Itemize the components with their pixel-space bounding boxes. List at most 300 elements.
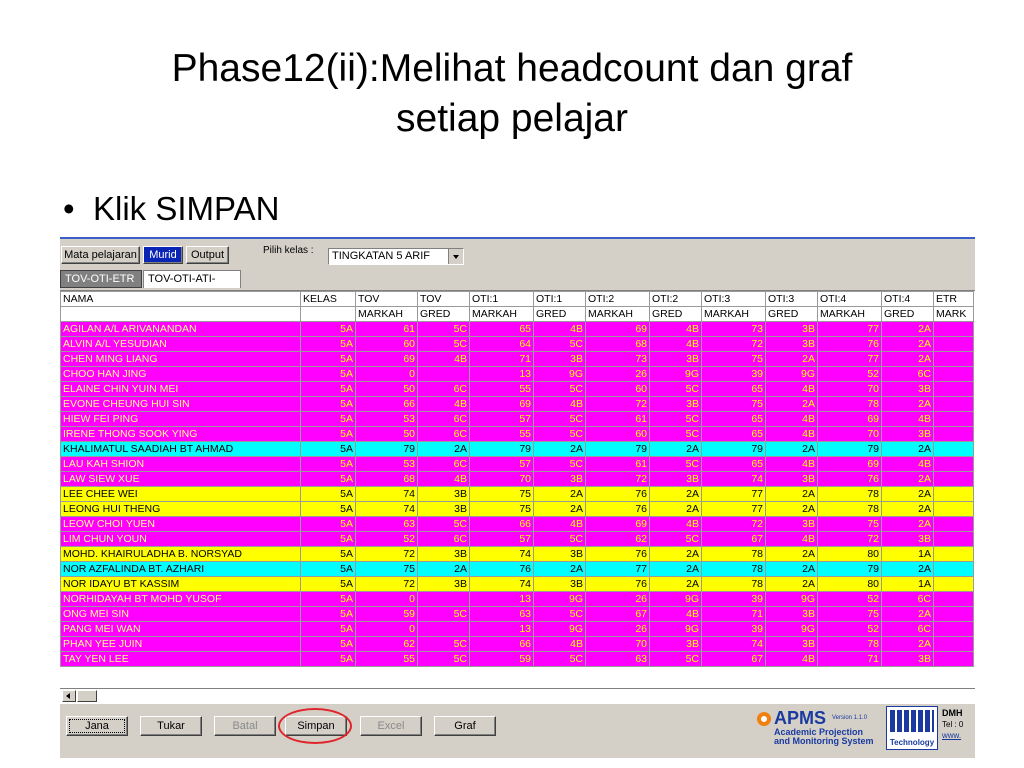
- table-row[interactable]: [61, 442, 974, 457]
- table-cell[interactable]: 76: [470, 562, 534, 577]
- table-row[interactable]: [61, 472, 974, 487]
- table-cell[interactable]: 5A: [301, 532, 356, 547]
- table-cell[interactable]: 3B: [766, 517, 818, 532]
- table-cell[interactable]: 6C: [882, 592, 934, 607]
- table-cell[interactable]: 73: [702, 322, 766, 337]
- table-cell[interactable]: 4B: [534, 397, 586, 412]
- table-cell[interactable]: 72: [702, 337, 766, 352]
- student-name-cell[interactable]: LAU KAH SHION: [61, 457, 301, 472]
- student-name-cell[interactable]: EVONE CHEUNG HUI SIN: [61, 397, 301, 412]
- column-header[interactable]: MARK: [934, 307, 974, 322]
- table-cell[interactable]: [934, 652, 974, 667]
- table-row[interactable]: [61, 427, 974, 442]
- data-grid[interactable]: [60, 290, 975, 689]
- table-cell[interactable]: 69: [818, 412, 882, 427]
- table-cell[interactable]: 61: [356, 322, 418, 337]
- table-row[interactable]: [61, 487, 974, 502]
- table-cell[interactable]: 80: [818, 577, 882, 592]
- table-cell[interactable]: [934, 562, 974, 577]
- table-cell[interactable]: 9G: [650, 622, 702, 637]
- table-cell[interactable]: 3B: [650, 352, 702, 367]
- table-cell[interactable]: 63: [356, 517, 418, 532]
- output-button[interactable]: Output: [186, 246, 229, 264]
- table-cell[interactable]: 78: [702, 547, 766, 562]
- table-cell[interactable]: [934, 322, 974, 337]
- column-header[interactable]: GRED: [882, 307, 934, 322]
- table-cell[interactable]: 2A: [766, 352, 818, 367]
- table-cell[interactable]: 3B: [650, 637, 702, 652]
- table-cell[interactable]: 2A: [650, 442, 702, 457]
- table-row[interactable]: [61, 412, 974, 427]
- column-header[interactable]: MARKAH: [702, 307, 766, 322]
- table-row[interactable]: [61, 352, 974, 367]
- table-cell[interactable]: [934, 637, 974, 652]
- table-cell[interactable]: 2A: [418, 562, 470, 577]
- table-cell[interactable]: 78: [702, 562, 766, 577]
- table-cell[interactable]: 5A: [301, 397, 356, 412]
- table-cell[interactable]: 67: [702, 652, 766, 667]
- table-cell[interactable]: 60: [586, 382, 650, 397]
- table-cell[interactable]: 3B: [418, 577, 470, 592]
- table-cell[interactable]: 2A: [882, 352, 934, 367]
- table-cell[interactable]: 60: [356, 337, 418, 352]
- table-cell[interactable]: [418, 592, 470, 607]
- table-cell[interactable]: 60: [586, 427, 650, 442]
- table-cell[interactable]: 9G: [534, 367, 586, 382]
- table-cell[interactable]: 2A: [882, 502, 934, 517]
- column-header[interactable]: [61, 307, 301, 322]
- table-row[interactable]: [61, 397, 974, 412]
- table-cell[interactable]: [934, 577, 974, 592]
- table-cell[interactable]: 72: [356, 577, 418, 592]
- table-cell[interactable]: 75: [356, 562, 418, 577]
- student-name-cell[interactable]: LEE CHEE WEI: [61, 487, 301, 502]
- table-cell[interactable]: 65: [702, 412, 766, 427]
- table-cell[interactable]: 79: [702, 442, 766, 457]
- table-cell[interactable]: 5C: [534, 532, 586, 547]
- horizontal-scrollbar[interactable]: [60, 688, 975, 703]
- student-name-cell[interactable]: IRENE THONG SOOK YING: [61, 427, 301, 442]
- table-cell[interactable]: 0: [356, 367, 418, 382]
- table-cell[interactable]: 5C: [650, 427, 702, 442]
- table-cell[interactable]: 2A: [882, 337, 934, 352]
- table-cell[interactable]: 55: [470, 427, 534, 442]
- column-header[interactable]: OTI:4: [882, 292, 934, 307]
- column-header[interactable]: TOV: [356, 292, 418, 307]
- table-cell[interactable]: 3B: [534, 547, 586, 562]
- table-cell[interactable]: 69: [586, 322, 650, 337]
- table-cell[interactable]: 39: [702, 367, 766, 382]
- table-row[interactable]: [61, 322, 974, 337]
- table-cell[interactable]: 6C: [418, 412, 470, 427]
- table-cell[interactable]: 57: [470, 412, 534, 427]
- table-cell[interactable]: 2A: [650, 547, 702, 562]
- table-cell[interactable]: 71: [470, 352, 534, 367]
- column-header[interactable]: OTI:3: [702, 292, 766, 307]
- tab-tov-oti-etr[interactable]: TOV-OTI-ETR: [60, 270, 142, 288]
- table-cell[interactable]: 2A: [882, 637, 934, 652]
- student-name-cell[interactable]: NOR IDAYU BT KASSIM: [61, 577, 301, 592]
- table-cell[interactable]: [934, 472, 974, 487]
- table-cell[interactable]: 74: [356, 502, 418, 517]
- column-header[interactable]: GRED: [418, 307, 470, 322]
- table-cell[interactable]: 65: [702, 457, 766, 472]
- table-cell[interactable]: 3B: [766, 322, 818, 337]
- table-cell[interactable]: 79: [818, 562, 882, 577]
- table-cell[interactable]: 72: [586, 397, 650, 412]
- table-cell[interactable]: [934, 517, 974, 532]
- table-cell[interactable]: 55: [356, 652, 418, 667]
- table-cell[interactable]: [418, 367, 470, 382]
- table-cell[interactable]: 76: [586, 547, 650, 562]
- table-cell[interactable]: 76: [818, 472, 882, 487]
- table-cell[interactable]: 3B: [418, 502, 470, 517]
- table-row[interactable]: [61, 577, 974, 592]
- table-cell[interactable]: 69: [818, 457, 882, 472]
- student-name-cell[interactable]: LEOW CHOI YUEN: [61, 517, 301, 532]
- table-cell[interactable]: 65: [702, 427, 766, 442]
- table-cell[interactable]: 5A: [301, 622, 356, 637]
- table-cell[interactable]: [934, 532, 974, 547]
- table-cell[interactable]: 2A: [766, 442, 818, 457]
- table-cell[interactable]: [934, 412, 974, 427]
- table-cell[interactable]: 78: [818, 502, 882, 517]
- table-cell[interactable]: 52: [818, 592, 882, 607]
- table-cell[interactable]: 2A: [534, 442, 586, 457]
- student-name-cell[interactable]: PANG MEI WAN: [61, 622, 301, 637]
- table-cell[interactable]: 69: [586, 517, 650, 532]
- column-header[interactable]: MARKAH: [470, 307, 534, 322]
- table-cell[interactable]: 1A: [882, 577, 934, 592]
- table-cell[interactable]: 5C: [418, 322, 470, 337]
- table-cell[interactable]: 5C: [418, 652, 470, 667]
- table-cell[interactable]: 2A: [882, 397, 934, 412]
- table-cell[interactable]: 0: [356, 622, 418, 637]
- student-name-cell[interactable]: AGILAN A/L ARIVANANDAN: [61, 322, 301, 337]
- table-cell[interactable]: [934, 457, 974, 472]
- table-cell[interactable]: 5C: [650, 532, 702, 547]
- table-cell[interactable]: 6C: [418, 457, 470, 472]
- table-cell[interactable]: 77: [818, 352, 882, 367]
- scroll-left-icon[interactable]: [62, 690, 76, 702]
- table-cell[interactable]: 2A: [882, 562, 934, 577]
- table-cell[interactable]: 2A: [882, 322, 934, 337]
- table-cell[interactable]: 72: [356, 547, 418, 562]
- student-name-cell[interactable]: NORHIDAYAH BT MOHD YUSOF: [61, 592, 301, 607]
- table-cell[interactable]: 75: [818, 517, 882, 532]
- table-cell[interactable]: 5A: [301, 607, 356, 622]
- table-cell[interactable]: 2A: [882, 442, 934, 457]
- table-cell[interactable]: 57: [470, 457, 534, 472]
- student-name-cell[interactable]: ALVIN A/L YESUDIAN: [61, 337, 301, 352]
- table-cell[interactable]: 3B: [534, 472, 586, 487]
- table-cell[interactable]: 3B: [766, 637, 818, 652]
- table-cell[interactable]: 77: [702, 487, 766, 502]
- table-cell[interactable]: 4B: [534, 322, 586, 337]
- table-cell[interactable]: [934, 442, 974, 457]
- table-cell[interactable]: 5A: [301, 547, 356, 562]
- table-cell[interactable]: 3B: [882, 652, 934, 667]
- table-cell[interactable]: 79: [818, 442, 882, 457]
- table-cell[interactable]: 4B: [650, 322, 702, 337]
- table-cell[interactable]: 4B: [882, 412, 934, 427]
- simpan-button[interactable]: Simpan: [285, 716, 347, 736]
- column-header[interactable]: MARKAH: [356, 307, 418, 322]
- table-row[interactable]: [61, 502, 974, 517]
- table-cell[interactable]: 78: [818, 637, 882, 652]
- column-header[interactable]: OTI:4: [818, 292, 882, 307]
- table-cell[interactable]: 68: [356, 472, 418, 487]
- table-cell[interactable]: 63: [586, 652, 650, 667]
- tab-tov-oti-ati-etr[interactable]: TOV-OTI-ATI-: [143, 270, 241, 288]
- table-cell[interactable]: 4B: [418, 472, 470, 487]
- table-cell[interactable]: 69: [470, 397, 534, 412]
- student-name-cell[interactable]: ONG MEI SIN: [61, 607, 301, 622]
- table-cell[interactable]: 73: [586, 352, 650, 367]
- table-cell[interactable]: 4B: [882, 457, 934, 472]
- table-cell[interactable]: 5A: [301, 502, 356, 517]
- table-cell[interactable]: 2A: [534, 502, 586, 517]
- table-cell[interactable]: 4B: [650, 607, 702, 622]
- column-header[interactable]: TOV: [418, 292, 470, 307]
- table-cell[interactable]: 6C: [418, 382, 470, 397]
- table-cell[interactable]: 68: [586, 337, 650, 352]
- table-cell[interactable]: 4B: [418, 397, 470, 412]
- table-cell[interactable]: [934, 352, 974, 367]
- table-cell[interactable]: 5A: [301, 457, 356, 472]
- table-cell[interactable]: 5C: [418, 607, 470, 622]
- table-cell[interactable]: 59: [356, 607, 418, 622]
- table-cell[interactable]: 70: [818, 382, 882, 397]
- table-cell[interactable]: 4B: [418, 352, 470, 367]
- table-cell[interactable]: 64: [470, 337, 534, 352]
- column-header[interactable]: GRED: [534, 307, 586, 322]
- table-cell[interactable]: 5A: [301, 322, 356, 337]
- table-cell[interactable]: 74: [702, 637, 766, 652]
- table-cell[interactable]: 2A: [650, 502, 702, 517]
- table-cell[interactable]: 5C: [534, 457, 586, 472]
- table-cell[interactable]: [934, 337, 974, 352]
- table-cell[interactable]: 2A: [650, 487, 702, 502]
- table-cell[interactable]: 79: [356, 442, 418, 457]
- table-cell[interactable]: 6C: [418, 427, 470, 442]
- table-cell[interactable]: 72: [702, 517, 766, 532]
- table-cell[interactable]: 67: [702, 532, 766, 547]
- table-cell[interactable]: 5A: [301, 352, 356, 367]
- table-cell[interactable]: 2A: [882, 472, 934, 487]
- table-cell[interactable]: 3B: [418, 487, 470, 502]
- table-cell[interactable]: 5A: [301, 517, 356, 532]
- student-name-cell[interactable]: LIM CHUN YOUN: [61, 532, 301, 547]
- table-row[interactable]: [61, 622, 974, 637]
- student-name-cell[interactable]: HIEW FEI PING: [61, 412, 301, 427]
- table-cell[interactable]: 5C: [534, 337, 586, 352]
- table-cell[interactable]: 61: [586, 412, 650, 427]
- table-cell[interactable]: 5A: [301, 562, 356, 577]
- table-row[interactable]: [61, 637, 974, 652]
- table-cell[interactable]: 5C: [418, 517, 470, 532]
- table-cell[interactable]: 75: [702, 352, 766, 367]
- table-cell[interactable]: 4B: [766, 532, 818, 547]
- table-cell[interactable]: [934, 607, 974, 622]
- table-cell[interactable]: 70: [470, 472, 534, 487]
- student-name-cell[interactable]: TAY YEN LEE: [61, 652, 301, 667]
- table-cell[interactable]: 5C: [650, 382, 702, 397]
- table-cell[interactable]: 80: [818, 547, 882, 562]
- table-cell[interactable]: [934, 367, 974, 382]
- table-cell[interactable]: 2A: [766, 487, 818, 502]
- table-cell[interactable]: 2A: [650, 562, 702, 577]
- table-cell[interactable]: 5C: [534, 652, 586, 667]
- table-cell[interactable]: 5A: [301, 442, 356, 457]
- table-cell[interactable]: 75: [702, 397, 766, 412]
- table-cell[interactable]: 9G: [766, 592, 818, 607]
- table-cell[interactable]: 71: [702, 607, 766, 622]
- table-cell[interactable]: 74: [470, 547, 534, 562]
- column-header[interactable]: GRED: [650, 307, 702, 322]
- table-cell[interactable]: 63: [470, 607, 534, 622]
- column-header[interactable]: OTI:3: [766, 292, 818, 307]
- table-cell[interactable]: 3B: [534, 352, 586, 367]
- student-name-cell[interactable]: CHOO HAN JING: [61, 367, 301, 382]
- table-cell[interactable]: 2A: [882, 517, 934, 532]
- table-cell[interactable]: 2A: [882, 487, 934, 502]
- column-header[interactable]: OTI:1: [470, 292, 534, 307]
- table-cell[interactable]: 72: [818, 532, 882, 547]
- table-cell[interactable]: 5C: [534, 412, 586, 427]
- table-cell[interactable]: 4B: [534, 517, 586, 532]
- table-cell[interactable]: 65: [470, 322, 534, 337]
- table-cell[interactable]: 66: [356, 397, 418, 412]
- table-cell[interactable]: 75: [470, 487, 534, 502]
- table-row[interactable]: [61, 592, 974, 607]
- table-cell[interactable]: 2A: [766, 547, 818, 562]
- table-cell[interactable]: 4B: [766, 382, 818, 397]
- table-cell[interactable]: 5A: [301, 382, 356, 397]
- table-cell[interactable]: [934, 397, 974, 412]
- table-cell[interactable]: 5A: [301, 637, 356, 652]
- table-cell[interactable]: 9G: [650, 367, 702, 382]
- table-cell[interactable]: 4B: [766, 412, 818, 427]
- table-cell[interactable]: 2A: [650, 577, 702, 592]
- table-cell[interactable]: 77: [702, 502, 766, 517]
- table-cell[interactable]: 5C: [534, 427, 586, 442]
- table-cell[interactable]: 75: [818, 607, 882, 622]
- table-cell[interactable]: 3B: [766, 607, 818, 622]
- table-cell[interactable]: 59: [470, 652, 534, 667]
- student-name-cell[interactable]: PHAN YEE JUIN: [61, 637, 301, 652]
- table-cell[interactable]: 3B: [766, 472, 818, 487]
- table-row[interactable]: [61, 382, 974, 397]
- chevron-down-icon[interactable]: [448, 249, 463, 264]
- table-cell[interactable]: 3B: [882, 382, 934, 397]
- table-cell[interactable]: 2A: [534, 562, 586, 577]
- table-cell[interactable]: 5A: [301, 577, 356, 592]
- table-cell[interactable]: 39: [702, 622, 766, 637]
- table-cell[interactable]: 50: [356, 382, 418, 397]
- table-cell[interactable]: 4B: [766, 427, 818, 442]
- table-cell[interactable]: 5C: [534, 607, 586, 622]
- table-cell[interactable]: 5A: [301, 367, 356, 382]
- table-cell[interactable]: [934, 382, 974, 397]
- table-cell[interactable]: 5C: [650, 457, 702, 472]
- table-cell[interactable]: 9G: [766, 622, 818, 637]
- table-cell[interactable]: 3B: [650, 472, 702, 487]
- table-row[interactable]: [61, 562, 974, 577]
- column-header[interactable]: OTI:2: [586, 292, 650, 307]
- column-header[interactable]: GRED: [766, 307, 818, 322]
- table-cell[interactable]: 2A: [766, 562, 818, 577]
- table-cell[interactable]: 1A: [882, 547, 934, 562]
- table-cell[interactable]: 65: [702, 382, 766, 397]
- excel-button[interactable]: Excel: [360, 716, 422, 736]
- table-cell[interactable]: 2A: [766, 502, 818, 517]
- batal-button[interactable]: Batal: [214, 716, 276, 736]
- table-cell[interactable]: 4B: [766, 652, 818, 667]
- table-cell[interactable]: 52: [818, 622, 882, 637]
- table-cell[interactable]: 5A: [301, 412, 356, 427]
- table-cell[interactable]: 50: [356, 427, 418, 442]
- table-cell[interactable]: 55: [470, 382, 534, 397]
- table-cell[interactable]: 78: [818, 487, 882, 502]
- column-header[interactable]: NAMA: [61, 292, 301, 307]
- table-cell[interactable]: 6C: [882, 367, 934, 382]
- table-cell[interactable]: 71: [818, 652, 882, 667]
- table-cell[interactable]: 52: [356, 532, 418, 547]
- table-cell[interactable]: 9G: [534, 592, 586, 607]
- table-cell[interactable]: 5A: [301, 652, 356, 667]
- table-row[interactable]: [61, 532, 974, 547]
- table-cell[interactable]: 76: [818, 337, 882, 352]
- table-cell[interactable]: 39: [702, 592, 766, 607]
- table-cell[interactable]: 66: [470, 637, 534, 652]
- table-cell[interactable]: 3B: [650, 397, 702, 412]
- table-row[interactable]: [61, 607, 974, 622]
- table-cell[interactable]: 5C: [650, 652, 702, 667]
- table-cell[interactable]: 4B: [766, 457, 818, 472]
- table-cell[interactable]: 62: [586, 532, 650, 547]
- mata-pelajaran-button[interactable]: Mata pelajaran: [61, 246, 140, 264]
- table-cell[interactable]: 2A: [766, 397, 818, 412]
- column-header[interactable]: MARKAH: [818, 307, 882, 322]
- column-header[interactable]: KELAS: [301, 292, 356, 307]
- table-cell[interactable]: 6C: [882, 622, 934, 637]
- table-cell[interactable]: 74: [356, 487, 418, 502]
- table-cell[interactable]: 69: [356, 352, 418, 367]
- table-row[interactable]: [61, 457, 974, 472]
- table-cell[interactable]: 2A: [534, 487, 586, 502]
- table-cell[interactable]: 53: [356, 412, 418, 427]
- table-cell[interactable]: [934, 502, 974, 517]
- student-name-cell[interactable]: LEONG HUI THENG: [61, 502, 301, 517]
- murid-button[interactable]: Murid: [143, 246, 183, 264]
- table-cell[interactable]: 9G: [650, 592, 702, 607]
- table-cell[interactable]: 5A: [301, 337, 356, 352]
- table-cell[interactable]: 77: [818, 322, 882, 337]
- column-header[interactable]: OTI:1: [534, 292, 586, 307]
- table-cell[interactable]: 67: [586, 607, 650, 622]
- scroll-thumb[interactable]: [77, 690, 97, 702]
- table-cell[interactable]: 2A: [882, 607, 934, 622]
- table-cell[interactable]: 74: [702, 472, 766, 487]
- table-cell[interactable]: 53: [356, 457, 418, 472]
- student-name-cell[interactable]: ELAINE CHIN YUIN MEI: [61, 382, 301, 397]
- table-cell[interactable]: 6C: [418, 532, 470, 547]
- table-row[interactable]: [61, 517, 974, 532]
- table-cell[interactable]: 5A: [301, 472, 356, 487]
- table-cell[interactable]: 9G: [766, 367, 818, 382]
- table-cell[interactable]: 5C: [418, 637, 470, 652]
